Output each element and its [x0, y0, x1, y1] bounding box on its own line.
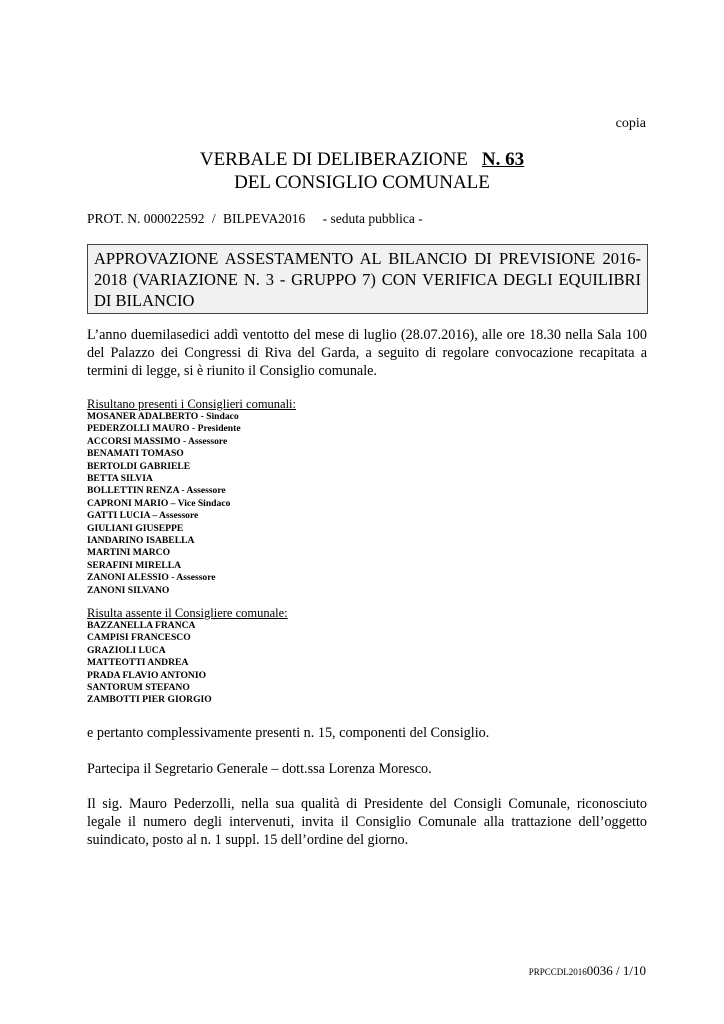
member-item: IANDARINO ISABELLA: [87, 535, 195, 547]
protocol-number: 000022592: [143, 211, 205, 226]
member-item: GATTI LUCIA – Assessore: [87, 510, 199, 522]
absent-heading: Risulta assente il Consigliere comunale:: [87, 606, 288, 620]
quorum-paragraph: e pertanto complessivamente presenti n. 15, componenti del Consiglio.: [87, 725, 490, 741]
protocol-label: PROT. N.: [87, 211, 141, 226]
member-item: BOLLETTIN RENZA - Assessore: [87, 485, 226, 497]
member-item: MARTINI MARCO: [87, 547, 171, 559]
deliberation-number: N. 63: [481, 149, 525, 170]
member-item: BETTA SILVIA: [87, 473, 153, 485]
member-item: PEDERZOLLI MAURO - Presidente: [87, 423, 241, 435]
secretary-paragraph: Partecipa il Segretario Generale – dott.ssa Lorenza Moresco.: [87, 761, 432, 777]
member-item: ZAMBOTTI PIER GIORGIO: [87, 694, 212, 706]
member-item: SERAFINI MIRELLA: [87, 559, 182, 571]
present-members-section: [87, 397, 487, 597]
member-item: GRAZIOLI LUCA: [87, 644, 166, 656]
absent-members-section: [87, 606, 487, 707]
member-item: PRADA FLAVIO ANTONIO: [87, 669, 207, 681]
present-heading: Risultano presenti i Consiglieri comunali:: [87, 397, 297, 411]
footer-code: PRPCCDL2016: [528, 967, 587, 977]
member-item: SANTORUM STEFANO: [87, 682, 190, 694]
page-number: 1/10: [622, 963, 646, 978]
member-item: MATTEOTTI ANDREA: [87, 657, 189, 669]
member-item: CAPRONI MARIO – Vice Sindaco: [87, 497, 231, 509]
document-title: [0, 148, 724, 194]
member-item: GIULIANI GIUSEPPE: [87, 522, 184, 534]
page-footer: [529, 963, 646, 979]
member-item: ACCORSI MASSIMO - Assessore: [87, 435, 228, 447]
protocol-code: BILPEVA2016: [223, 211, 306, 226]
president-paragraph: Il sig. Mauro Pederzolli, nella sua qualità di Presidente del Consigli Comunale, riconosciuto legale il numero degli intervenuti, invita il Consiglio Comunale alla trattazione dell’oggetto suindicato, posto al n. 1 suppl. 15 dell’ordine del giorno.: [87, 796, 647, 848]
subject-box: APPROVAZIONE ASSESTAMENTO AL BILANCIO DI PREVISIONE 2016-2018 (VARIAZIONE N. 3 - GRUPPO 7) CON VERIFICA DEGLI EQUILIBRI DI BILANCIO: [87, 244, 648, 314]
present-members-list: [87, 411, 487, 597]
member-item: CAMPISI FRANCESCO: [87, 632, 191, 644]
intro-paragraph: L’anno duemilasedici addì ventotto del mese di luglio (28.07.2016), alle ore 18.30 nella Sala 100 del Palazzo dei Congressi di Riva del Garda, a seguito di regolare convocazione recapitata a termini di legge, si è riunito il Consiglio comunale.: [87, 327, 647, 379]
title-line-2: DEL CONSIGLIO COMUNALE: [234, 172, 490, 193]
protocol-separator: /: [211, 211, 216, 226]
member-item: ZANONI ALESSIO - Assessore: [87, 572, 216, 584]
session-type: - seduta pubblica -: [322, 211, 423, 226]
absent-members-list: [87, 620, 487, 707]
protocol-line: [87, 211, 423, 227]
member-item: ZANONI SILVANO: [87, 584, 170, 596]
member-item: BENAMATI TOMASO: [87, 448, 184, 460]
footer-separator: /: [616, 963, 620, 978]
member-item: BERTOLDI GABRIELE: [87, 460, 191, 472]
footer-number: 0036: [586, 963, 613, 978]
title-line-1: VERBALE DI DELIBERAZIONE: [199, 149, 468, 170]
copy-label: copia: [615, 116, 646, 131]
member-item: MOSANER ADALBERTO - Sindaco: [87, 411, 239, 422]
member-item: BAZZANELLA FRANCA: [87, 620, 196, 631]
